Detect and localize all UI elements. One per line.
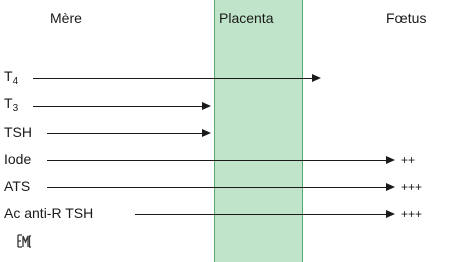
row-label-t3: $T_3$ — [4, 95, 19, 114]
row-label-ats: ATS — [4, 178, 31, 194]
placenta-band — [214, 0, 303, 262]
arrow-t3-head — [202, 102, 211, 110]
transfer-value-ac-anti-r-tsh: +++ — [401, 207, 423, 221]
row-label-ac-anti-r-tsh: Ac anti-R TSH — [4, 205, 94, 221]
column-header-placenta: Placenta — [219, 10, 274, 26]
column-header-mother: Mère — [50, 10, 82, 26]
arrow-ac-anti-r-tsh-line — [135, 214, 387, 215]
arrow-ats-head — [386, 183, 395, 191]
arrow-t3-line — [33, 106, 203, 107]
column-header-fetus: Fœtus — [386, 10, 427, 26]
arrow-ac-anti-r-tsh-head — [386, 210, 395, 218]
arrow-t4-line — [33, 78, 313, 79]
row-label-tsh: TSH — [4, 124, 32, 140]
transfer-value-iode: ++ — [401, 153, 416, 167]
arrow-iode-line — [47, 160, 387, 161]
row-label-t4: $T_4$ — [4, 68, 19, 87]
arrow-iode-head — [386, 156, 395, 164]
arrow-tsh-line — [47, 133, 203, 134]
arrow-tsh-head — [202, 129, 211, 137]
arrow-ats-line — [47, 187, 387, 188]
emc-logo-icon — [16, 233, 32, 249]
row-label-iode: Iode — [4, 151, 32, 167]
arrow-t4-head — [312, 74, 321, 82]
transfer-value-ats: +++ — [401, 180, 423, 194]
